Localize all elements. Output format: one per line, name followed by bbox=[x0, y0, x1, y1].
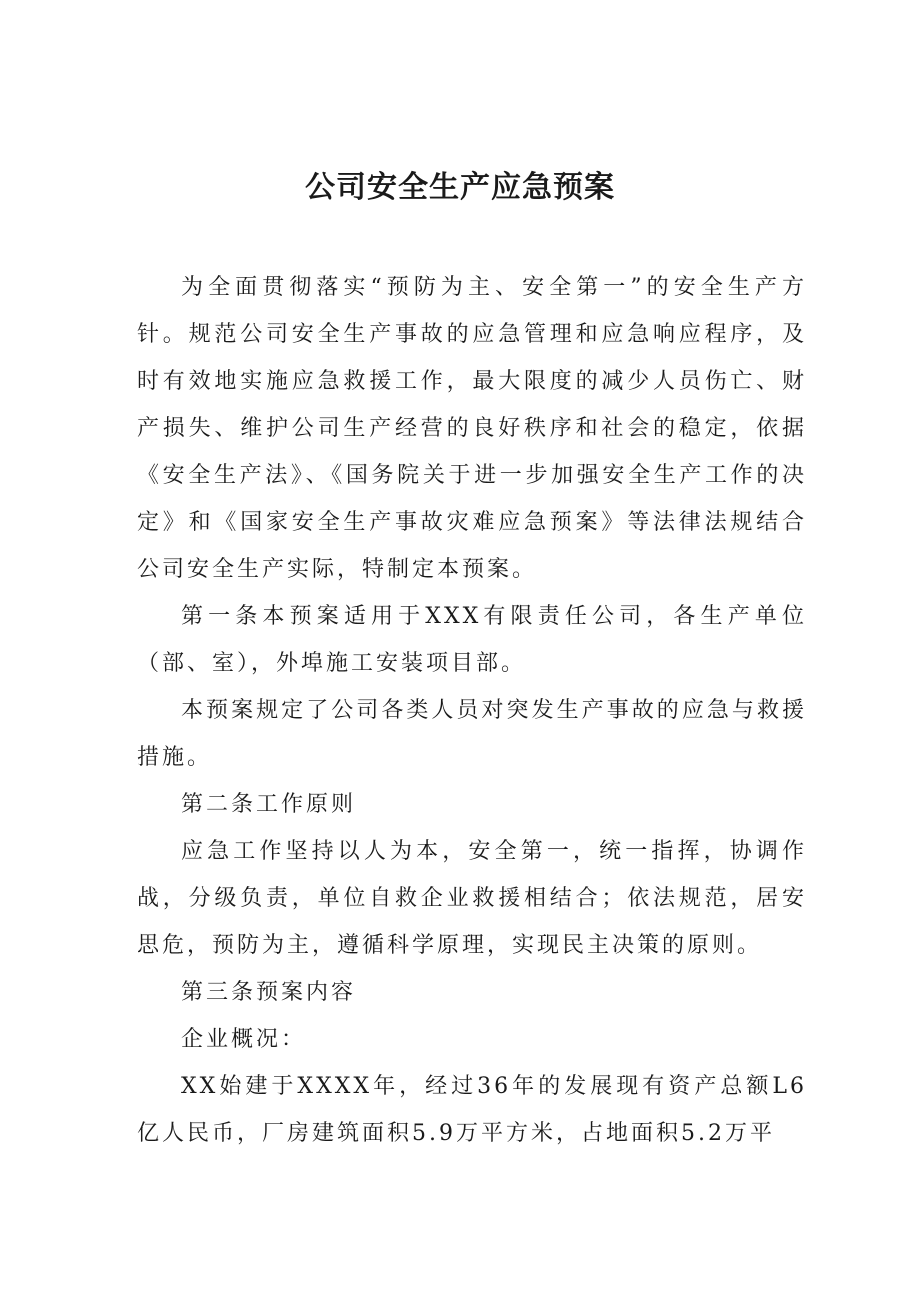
paragraph-company-overview: XX始建于XXXX年，经过36年的发展现有资产总额L6亿人民币，厂房建筑面积5.9万平方米，占地面积5.2万平 bbox=[137, 1074, 807, 1146]
paragraph-scope: 本预案规定了公司各类人员对突发生产事故的应急与救援措施。 bbox=[137, 698, 807, 770]
paragraph-article-2-heading: 第二条工作原则 bbox=[181, 792, 357, 817]
paragraph-company-overview-heading: 企业概况： bbox=[181, 1027, 307, 1052]
paragraph-article-3-heading: 第三条预案内容 bbox=[181, 980, 357, 1005]
paragraph-preamble: 为全面贯彻落实“预防为主、安全第一”的安全生产方针。规范公司安全生产事故的应急管理和应急响应程序，及时有效地实施应急救援工作，最大限度的减少人员伤亡、财产损失、维护公司生产经营的良好秩序和社会的稳定，依据《安全生产法》、《国务院关于进一步加强安全生产工作的决定》和《国家安全生产事故灾难应急预案》等法律法规结合公司安全生产实际，特制定本预案。 bbox=[137, 275, 807, 582]
document-title: 公司安全生产应急预案 bbox=[305, 170, 615, 205]
paragraph-article-1: 第一条本预案适用于XXX有限责任公司，各生产单位（部、室），外埠施工安装项目部。 bbox=[137, 604, 807, 676]
paragraph-principles: 应急工作坚持以人为本，安全第一，统一指挥，协调作战，分级负责，单位自救企业救援相结合；依法规范，居安思危，预防为主，遵循科学原理，实现民主决策的原则。 bbox=[137, 839, 807, 958]
document-body bbox=[137, 264, 807, 1157]
